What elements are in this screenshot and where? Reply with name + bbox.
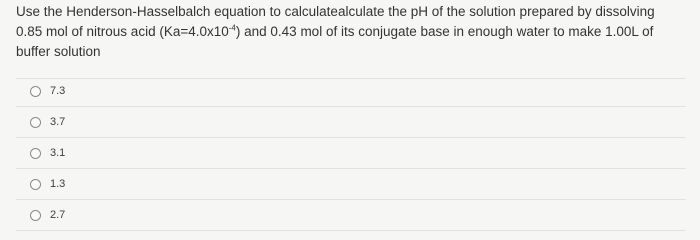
divider [16, 106, 686, 107]
answer-option-label: 3.1 [50, 147, 66, 159]
radio-button-icon[interactable] [30, 86, 41, 97]
answer-option-label: 1.3 [50, 178, 66, 190]
answer-option-label: 3.7 [50, 116, 66, 128]
divider [16, 230, 686, 231]
answer-option-label: 2.7 [50, 209, 66, 221]
question-text-part1: Use the Henderson-Hasselbalch equation to calculatealculate the pH of the solution prepared by dissolving 0.85 mol of nitrous acid (Ka=4.0x10 [16, 4, 655, 39]
question-exponent: -4 [228, 23, 236, 33]
divider [16, 78, 686, 79]
divider [16, 199, 686, 200]
answer-option-2[interactable] [30, 113, 65, 131]
divider [16, 168, 686, 169]
answer-option-5[interactable] [30, 206, 65, 224]
radio-button-icon[interactable] [30, 210, 41, 221]
question-text-part2: ) and 0.43 mol of its conjugate base in enough water to make 1.00L of buffer solution [16, 24, 654, 59]
answer-option-label: 7.3 [50, 85, 66, 97]
question-text [16, 2, 656, 62]
radio-button-icon[interactable] [30, 179, 41, 190]
radio-button-icon[interactable] [30, 148, 41, 159]
answer-option-1[interactable] [30, 82, 65, 100]
answer-option-3[interactable] [30, 144, 65, 162]
answer-option-4[interactable] [30, 175, 65, 193]
radio-button-icon[interactable] [30, 117, 41, 128]
divider [16, 137, 686, 138]
